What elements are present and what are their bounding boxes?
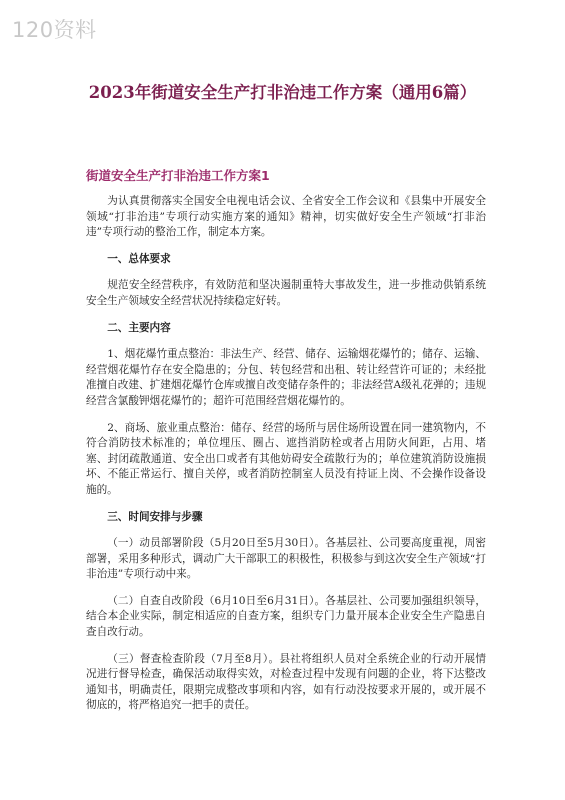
intro-paragraph: 为认真贯彻落实全国安全电视电话会议、全省安全工作会议和《县集中开展安全领域“打非治违”专项行动实施方案的通知》精神，切实做好安全生产领域“打非治违”专项行动的整治工作，制定本方案。: [86, 195, 486, 239]
stage-supervision-paragraph: （三）督查检查阶段（7月至8月）。县社将组织人员对全系统企业的行动开展情况进行督导检查，确保活动取得实效，对检查过程中发现有问题的企业，将下达整改通知书，明确责任，限期完成整改事项和内容，如有行动没按要求开展的，或开展不彻底的，将严格追究一把手的责任。: [86, 652, 486, 712]
section-title: 街道安全生产打非治违工作方案1: [86, 168, 270, 183]
fireworks-paragraph: 1、烟花爆竹重点整治：非法生产、经营、储存、运输烟花爆竹的；储存、运输、经营烟花爆竹存在安全隐患的；分包、转包经营和出租、转让经营许可证的；未经批准擅自改建、扩建烟花爆竹仓库或擅自改变储存条件的；非法经营A级礼花弹的；违规经营含氯酸钾烟花爆竹的；超许可范围经营烟花爆竹的。: [86, 348, 486, 407]
stage-mobilization-paragraph: （一）动员部署阶段（5月20日至5月30日）。各基层社、公司要高度重视，周密部署，采用多种形式，调动广大干部职工的积极性，积极参与到这次安全生产领域“打非治违”专项行动中来。: [86, 537, 486, 581]
heading-main-content: 二、主要内容: [107, 321, 171, 334]
document-body: [86, 194, 486, 725]
heading-general-requirements: 一、总体要求: [107, 252, 171, 265]
general-requirements-paragraph: 规范安全经营秩序，有效防范和坚决遏制重特大事故发生，进一步推动供销系统安全生产领域安全经营状况持续稳定好转。: [86, 279, 486, 307]
document-title: 2023年街道安全生产打非治违工作方案（通用6篇）: [88, 83, 477, 102]
stage-self-inspection-paragraph: （二）自查自改阶段（6月10日至6月31日）。各基层社、公司要加强组织领导，结合本企业实际，制定相适应的自查方案，组织专门力量开展本企业安全生产隐患自查自改行动。: [86, 594, 486, 639]
heading-schedule: 三、时间安排与步骤: [107, 510, 203, 523]
watermark-logo: 120资料: [12, 18, 97, 42]
mall-hotel-paragraph: 2、商场、旅业重点整治：储存、经营的场所与居住场所设置在同一建筑物内，不符合消防技术标准的；单位埋压、圈占、遮挡消防栓或者占用防火间距，占用、堵塞、封闭疏散通道、安全出口或者有其他妨碍安全疏散行为的；单位建筑消防设施损坏、不能正常运行、擅自关停，或者消防控制室人员没有持证上岗、不会操作设备设施的。: [86, 421, 486, 496]
